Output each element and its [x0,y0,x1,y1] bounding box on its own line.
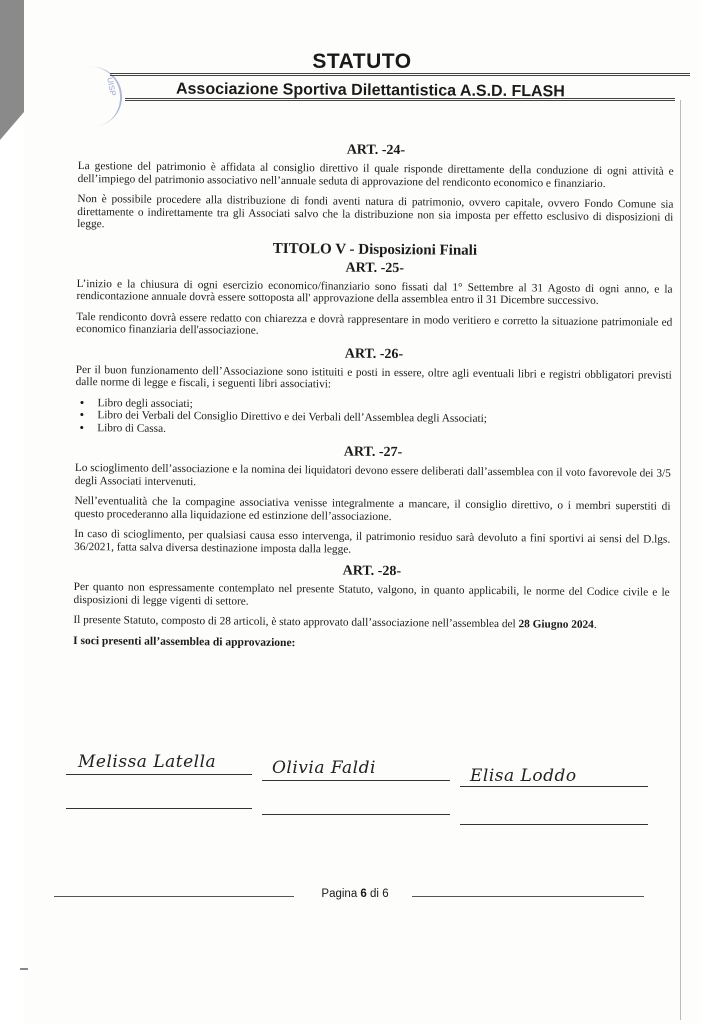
signature-line-2 [262,780,450,781]
art24-paragraph-1: La gestione del patrimonio è affidata al consiglio direttivo il quale risponde direttamente della conduzione di ogni attività e dell’impiego del patrimonio associativo nell’annuale seduta di approvazione del rendiconto economico e finanziario. [77,159,674,190]
signature-3: Elisa Loddo [470,766,577,786]
of-word: di [370,888,379,900]
page-footer [300,888,410,900]
art24-paragraph-2: Non è possibile procedere alla distribuzione di fondi aventi natura di patrimonio, ovvero capitale, ovvero Fondo Comune sia direttamente o indirettamente tra gli Associati salvo che la distribuzione non sia imposta per effetto esclusivo di disposizioni di legge. [77,192,674,231]
signature-line-3 [460,786,648,787]
association-name: Associazione Sportiva Dilettantistica A.S.D. FLASH [175,80,565,101]
titolo-heading: TITOLO V - Disposizioni Finali [272,240,478,259]
art27-heading: ART. -27- [343,444,403,461]
libri-list [75,396,671,439]
signature-line-4 [66,808,252,809]
title-rule-top [110,73,690,76]
total-pages: 6 [382,888,389,900]
signature-1: Melissa Latella [78,752,217,772]
art27-paragraph-3: In caso di scioglimento, per qualsiasi causa esso intervenga, il patrimonio residuo sarà devoluto a fini sportivi ai sensi del D.lgs. 36/2021, fatta salva diversa destinazione imposta dalla legge. [74,527,671,556]
footer-rule-right [412,896,644,897]
document-body [73,140,674,652]
art26-heading: ART. -26- [344,346,404,362]
list-item: • Libro di Cassa. [93,422,671,440]
art25-heading: ART. -25- [345,260,405,276]
scan-mark [20,968,28,970]
approval-date: 28 Giugno 2024 [518,618,594,631]
art25-paragraph-1: L’inizio e la chiusura di ogni esercizio economico/finanziario sono fissati dal 1° Settembre al 31 Agosto di ogni anno, e la rendicontazione annuale dovrà essere sottoposta all' approvazione della assemblea entro il 31 Dicembre successivo. [76,277,673,308]
list-item: • Libro dei Verbali del Consiglio Direttivo e dei Verbali dell’Assemblea degli Associati; [93,409,671,427]
art24-heading: ART. -24- [346,142,406,159]
art27-paragraph-1: Lo scioglimento dell’associazione e la nomina dei liquidatori devono essere deliberati dall’assemblea con il voto favorevole dei 3/5 degli Associati intervenuti. [74,461,671,488]
list-item: • Libro degli associati; [93,397,671,415]
document-title: STATUTO [312,50,412,73]
approval-suffix: . [593,618,597,632]
art28-paragraph-2 [73,614,669,632]
footer-rule-left [54,896,294,897]
page-number: 6 [360,888,367,900]
signature-line-6 [460,824,648,825]
signature-2: Olivia Faldi [272,758,376,778]
stamp-text: UISP [105,76,118,97]
art27-paragraph-2: Nell’eventualità che la compagine associativa venisse integralmente a mancare, il consiglio direttivo, o i membri superstiti di questo procederanno alla liquidazione ed estinzione dell’associazione. [74,494,671,523]
signature-line-1 [66,774,252,775]
page-edge [680,100,681,1020]
art28-paragraph-1: Per quanto non espressamente contemplato nel presente Statuto, valgono, in quanto applicabili, le norme del Codice civile e le disposizioni di legge vigenti di settore. [73,580,670,608]
signatures-label: I soci presenti all’assemblea di approvazione: [73,634,296,649]
approval-text: Il presente Statuto, composto di 28 articoli, è stato approvato dall’associazione nell’assemblea del [73,613,519,631]
signature-line-5 [262,814,450,815]
art28-heading: ART. -28- [342,563,402,580]
art26-paragraph-1: Per il buon funzionamento dell’Associazione sono istituiti e posti in essere, oltre agli eventuali libri e registri obbligatori previsti dalle norme di legge e fiscali, i seguenti libri associativi: [75,363,672,391]
art25-paragraph-2: Tale rendiconto dovrà essere redatto con chiarezza e dovrà rappresentare in modo veritiero e corretto la situazione patrimoniale ed economico finanziaria dell'associazione. [76,310,673,337]
page-word: Pagina [321,888,358,900]
